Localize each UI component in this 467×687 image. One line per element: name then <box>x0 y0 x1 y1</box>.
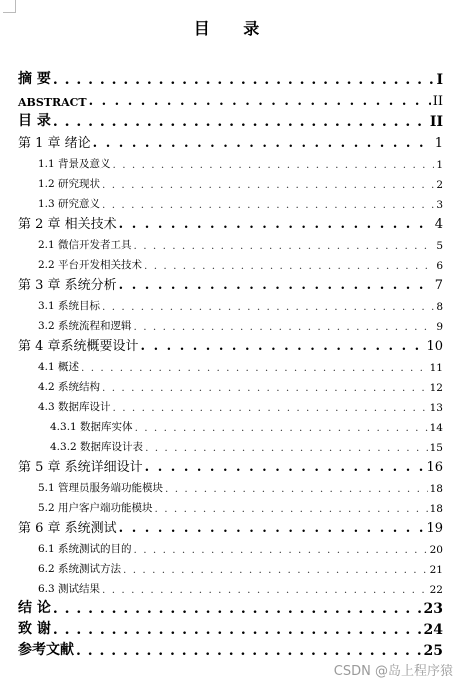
page-corner-mark <box>3 0 16 13</box>
watermark: CSDN @岛上程序猿 <box>333 664 453 679</box>
toc-entry-page: 23 <box>423 601 443 617</box>
toc-entry[interactable] <box>18 88 443 109</box>
toc-leader-dots <box>81 362 428 374</box>
toc-entry-page: 24 <box>423 622 443 638</box>
toc-entry-label: 1.1 背景及意义 <box>38 158 111 170</box>
toc-leader-dots <box>53 114 428 130</box>
toc-entry-page: 25 <box>423 643 443 659</box>
toc-entry-label: 3.1 系统目标 <box>38 300 101 312</box>
toc-entry[interactable] <box>18 272 443 293</box>
toc-title: 目 录 <box>193 19 274 38</box>
toc-leader-dots <box>102 584 428 596</box>
toc-entry-label: 第 5 章 系统详细设计 <box>18 460 143 475</box>
toc-entry[interactable] <box>18 109 443 130</box>
toc-entry[interactable] <box>18 556 443 576</box>
toc-entry[interactable] <box>18 232 443 252</box>
toc-leader-dots <box>102 199 434 211</box>
toc-entry-page: 15 <box>429 442 443 454</box>
toc-entry-page: 10 <box>426 339 443 354</box>
toc-entry[interactable] <box>18 515 443 536</box>
toc-entry-label: 5.1 管理员服务端功能模块 <box>38 482 164 494</box>
toc-entry-page: 7 <box>434 278 443 293</box>
toc-leader-dots <box>53 72 435 88</box>
toc-entry-page: 20 <box>429 544 443 556</box>
toc-leader-dots <box>145 442 428 454</box>
toc-leader-dots <box>135 422 428 434</box>
toc-entry[interactable] <box>18 374 443 394</box>
toc-entry-label: 摘 要 <box>18 71 51 87</box>
toc-entry[interactable] <box>18 495 443 515</box>
toc-entry-label: 4.2 系统结构 <box>38 381 101 393</box>
toc-entry[interactable] <box>18 354 443 374</box>
toc-entry-page: 12 <box>429 382 443 394</box>
toc-entry-page: 16 <box>426 460 443 475</box>
toc-entry-label: 4.1 概述 <box>38 361 80 373</box>
toc-entry-label: 2.1 微信开发者工具 <box>38 239 132 251</box>
toc-entry[interactable] <box>18 313 443 333</box>
toc-leader-dots <box>53 622 422 638</box>
toc-entry-label: 第 1 章 绪论 <box>18 136 91 151</box>
toc-entry-label: 6.2 系统测试方法 <box>38 563 122 575</box>
toc-leader-dots <box>76 643 422 659</box>
toc-leader-dots <box>119 217 433 232</box>
toc-leader-dots <box>119 278 433 293</box>
toc-entry-page: II <box>429 114 443 130</box>
toc-entry[interactable] <box>18 67 443 88</box>
toc-entry-page: 9 <box>436 321 443 333</box>
toc-entry-page: 5 <box>436 240 443 252</box>
toc-leader-dots <box>145 460 425 475</box>
toc-entry-label: 第 2 章 相关技术 <box>18 217 117 232</box>
toc-entry[interactable] <box>18 414 443 434</box>
toc-entry[interactable] <box>18 333 443 354</box>
toc-entry[interactable] <box>18 638 443 659</box>
toc-entry[interactable] <box>18 475 443 495</box>
toc-entry[interactable] <box>18 617 443 638</box>
toc-entry[interactable] <box>18 596 443 617</box>
toc-leader-dots <box>89 94 431 109</box>
toc-leader-dots <box>165 483 428 495</box>
toc-entry-label: 3.2 系统流程和逻辑 <box>38 320 132 332</box>
toc-entry-page: 3 <box>436 199 443 211</box>
toc-leader-dots <box>123 564 428 576</box>
toc-entry-label: 1.3 研究意义 <box>38 198 101 210</box>
toc-entry[interactable] <box>18 171 443 191</box>
toc-entry[interactable] <box>18 454 443 475</box>
toc-entry-label: 第 4 章系统概要设计 <box>18 339 139 354</box>
toc-entry-page: 11 <box>429 362 443 374</box>
toc-entry-label: 6.3 测试结果 <box>38 583 101 595</box>
toc-entry-label: 目 录 <box>18 113 51 129</box>
toc-leader-dots <box>144 260 434 272</box>
toc-leader-dots <box>134 544 428 556</box>
toc-leader-dots <box>141 339 425 354</box>
toc-entry-label: 1.2 研究现状 <box>38 178 101 190</box>
toc-entry-page: 18 <box>429 483 443 495</box>
toc-leader-dots <box>119 521 425 536</box>
toc-entry-page: 22 <box>429 584 443 596</box>
toc-entry-label: 6.1 系统测试的目的 <box>38 543 132 555</box>
toc-entry[interactable] <box>18 576 443 596</box>
toc-entry[interactable] <box>18 394 443 414</box>
toc-entry-page: 14 <box>429 422 443 434</box>
toc-leader-dots <box>134 240 435 252</box>
toc-leader-dots <box>113 159 435 171</box>
toc-entry[interactable] <box>18 293 443 313</box>
toc-entry-page: 2 <box>436 179 443 191</box>
toc-entry-page: 19 <box>426 521 443 536</box>
toc-entry-page: 6 <box>436 260 443 272</box>
toc-entry[interactable] <box>18 252 443 272</box>
toc-entry-label: 4.3.2 数据库设计表 <box>50 441 144 453</box>
toc-entry[interactable] <box>18 434 443 454</box>
toc-entry-label: 5.2 用户客户端功能模块 <box>38 502 153 514</box>
toc-entry-page: II <box>432 94 443 109</box>
toc-entry-label: 结 论 <box>18 600 51 616</box>
toc-entry-page: 1 <box>434 136 443 151</box>
toc-leader-dots <box>102 382 428 394</box>
toc-leader-dots <box>134 321 435 333</box>
toc-leader-dots <box>93 136 433 151</box>
toc-entry[interactable] <box>18 536 443 556</box>
toc-entry-page: 1 <box>436 159 443 171</box>
toc-entry[interactable] <box>18 130 443 151</box>
table-of-contents <box>18 67 443 659</box>
toc-entry-page: 18 <box>429 503 443 515</box>
toc-leader-dots <box>113 402 428 414</box>
toc-leader-dots <box>102 301 434 313</box>
toc-entry[interactable] <box>18 211 443 232</box>
toc-entry-label: 致 谢 <box>18 621 51 637</box>
toc-entry-page: I <box>436 72 443 88</box>
toc-leader-dots <box>53 601 422 617</box>
toc-entry-label: 参考文献 <box>18 642 74 658</box>
toc-leader-dots <box>102 179 434 191</box>
toc-entry-label: 第 6 章 系统测试 <box>18 521 117 536</box>
toc-entry-label: 第 3 章 系统分析 <box>18 278 117 293</box>
toc-entry-page: 13 <box>429 402 443 414</box>
toc-entry[interactable] <box>18 191 443 211</box>
toc-entry[interactable] <box>18 151 443 171</box>
toc-entry-label: 4.3 数据库设计 <box>38 401 111 413</box>
toc-entry-label: ABSTRACT <box>18 96 87 109</box>
toc-leader-dots <box>155 503 428 515</box>
toc-entry-label: 4.3.1 数据库实体 <box>50 421 133 433</box>
toc-entry-page: 8 <box>436 301 443 313</box>
toc-entry-page: 4 <box>434 217 443 232</box>
toc-entry-page: 21 <box>429 564 443 576</box>
toc-entry-label: 2.2 平台开发相关技术 <box>38 259 143 271</box>
